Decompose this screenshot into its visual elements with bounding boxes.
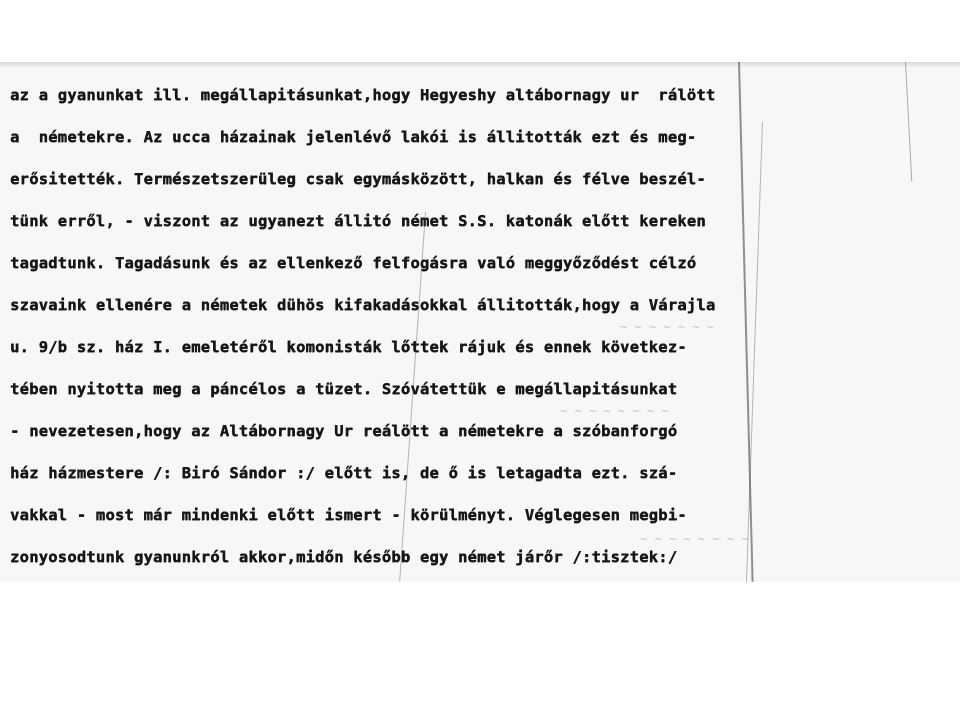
bleed-through-text: ~ ~ ~ ~ ~ ~ ~ ~ — [640, 532, 749, 546]
text-line: a németekre. Az ucca házainak jelenlévő lakói is állitották ezt és meg- — [10, 128, 697, 146]
bleed-through-text: ~ ~ ~ ~ ~ ~ ~ ~ — [560, 404, 669, 418]
text-line: tében nyitotta meg a páncélos a tüzet. Szóvátettük e megállapitásunkat — [10, 380, 678, 398]
text-line: ház házmestere /: Biró Sándor :/ előtt is, de ő is letagadta ezt. szá- — [10, 464, 678, 482]
text-line: erősitették. Természetszerüleg csak egymásközött, halkan és félve beszél- — [10, 170, 706, 188]
scan-edge — [0, 62, 960, 68]
text-line: vakkal - most már mindenki előtt ismert - körülményt. Véglegesen megbi- — [10, 506, 687, 524]
bleed-through-text: ~ ~ ~ ~ ~ ~ ~ — [620, 320, 714, 334]
scanned-document — [0, 62, 960, 582]
text-line: u. 9/b sz. ház I. emeletéről komonisták lőttek rájuk és ennek következ- — [10, 338, 687, 356]
text-line: tünk erről, - viszont az ugyanezt állitó német S.S. katonák előtt kereken — [10, 212, 706, 230]
text-line: szavaink ellenére a németek dühös kifakadásokkal állitották,hogy a Várajla — [10, 296, 716, 314]
text-line: tagadtunk. Tagadásunk és az ellenkező felfogásra való meggyőződést célzó — [10, 254, 697, 272]
text-line: zonyosodtunk gyanunkról akkor,midőn később egy német járőr /:tisztek:/ — [10, 548, 678, 566]
typewritten-text — [10, 74, 950, 578]
text-line: - nevezetesen,hogy az Altábornagy Ur reálött a németekre a szóbanforgó — [10, 422, 678, 440]
text-line: az a gyanunkat ill. megállapitásunkat,hogy Hegyeshy altábornagy ur rálött — [10, 86, 716, 104]
